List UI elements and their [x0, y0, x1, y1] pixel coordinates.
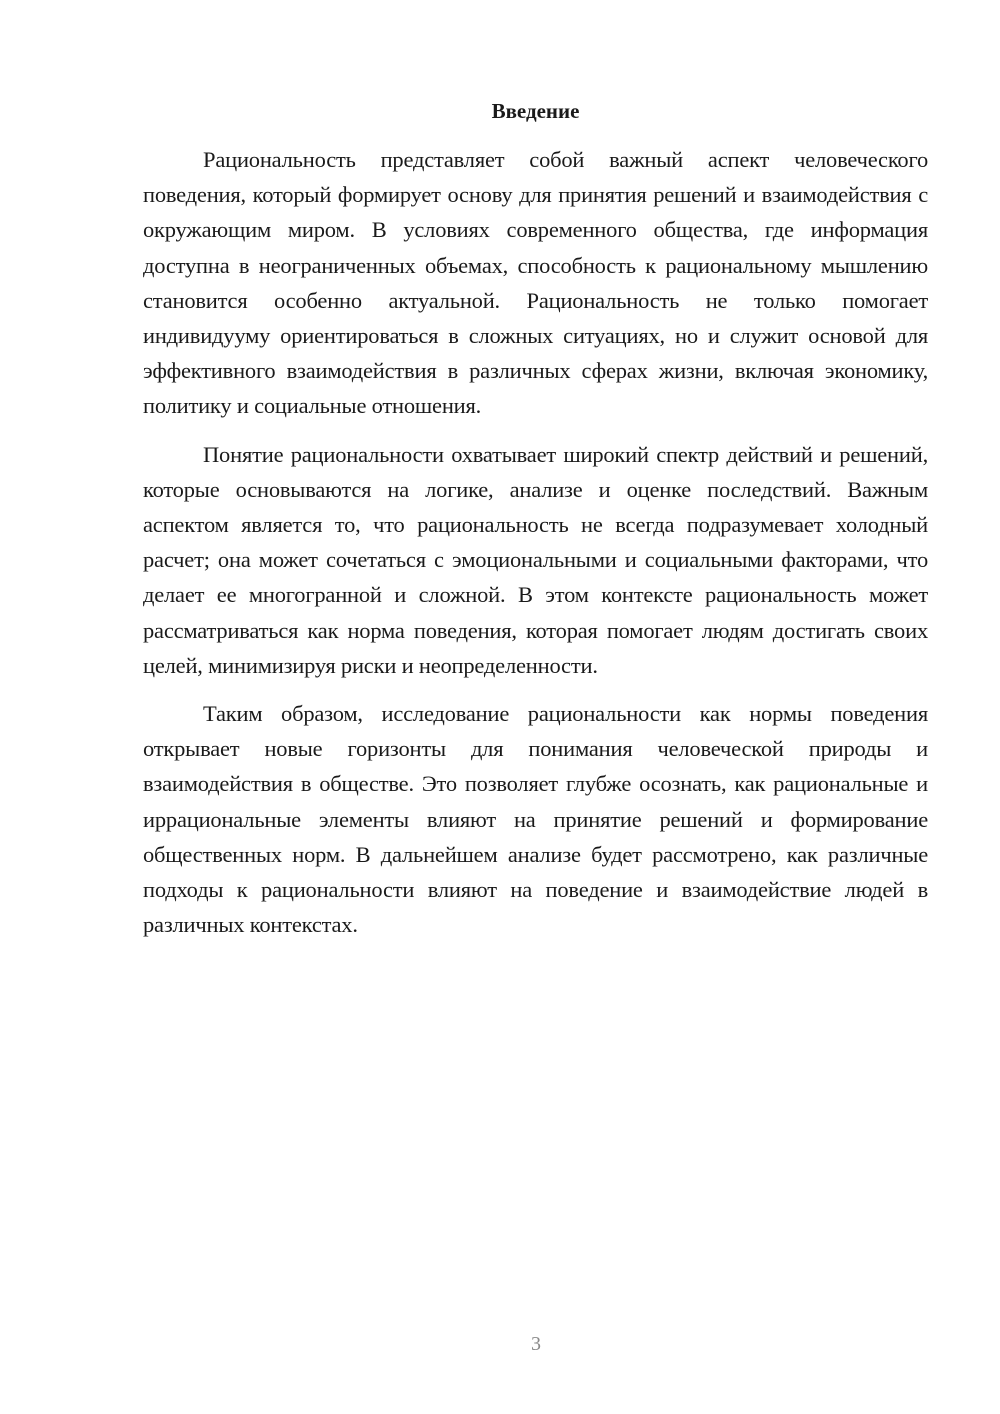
page-number: 3	[531, 1333, 541, 1355]
body-text	[143, 142, 928, 942]
paragraph-3: Таким образом, исследование рациональности как нормы поведения открывает новые горизонты для понимания человеческой природы и взаимодействия в обществе. Это позволяет глубже осознать, как рациональные и иррациональные элементы влияют на принятие решений и формирование общественных норм. В дальнейшем анализе будет рассмотрено, как различные подходы к рациональности влияют на поведение и взаимодействие людей в различных контекстах.	[143, 701, 928, 938]
paragraph-1: Рациональность представляет собой важный аспект человеческого поведения, который формирует основу для принятия решений и взаимодействия с окружающим миром. В условиях современного общества, где информация доступна в неограниченных объемах, способность к рациональному мышлению становится особенно актуальной. Рациональность не только помогает индивидууму ориентироваться в сложных ситуациях, но и служит основой для эффективного взаимодействия в различных сферах жизни, включая экономику, политику и социальные отношения.	[143, 147, 928, 419]
paragraph-2: Понятие рациональности охватывает широкий спектр действий и решений, которые основываются на логике, анализе и оценке последствий. Важным аспектом является то, что рациональность не всегда подразумевает холодный расчет; она может сочетаться с эмоциональными и социальными факторами, что делает ее многогранной и сложной. В этом контексте рациональность может рассматриваться как норма поведения, которая помогает людям достигать своих целей, минимизируя риски и неопределенности.	[143, 441, 928, 678]
section-heading: Введение	[491, 99, 580, 123]
